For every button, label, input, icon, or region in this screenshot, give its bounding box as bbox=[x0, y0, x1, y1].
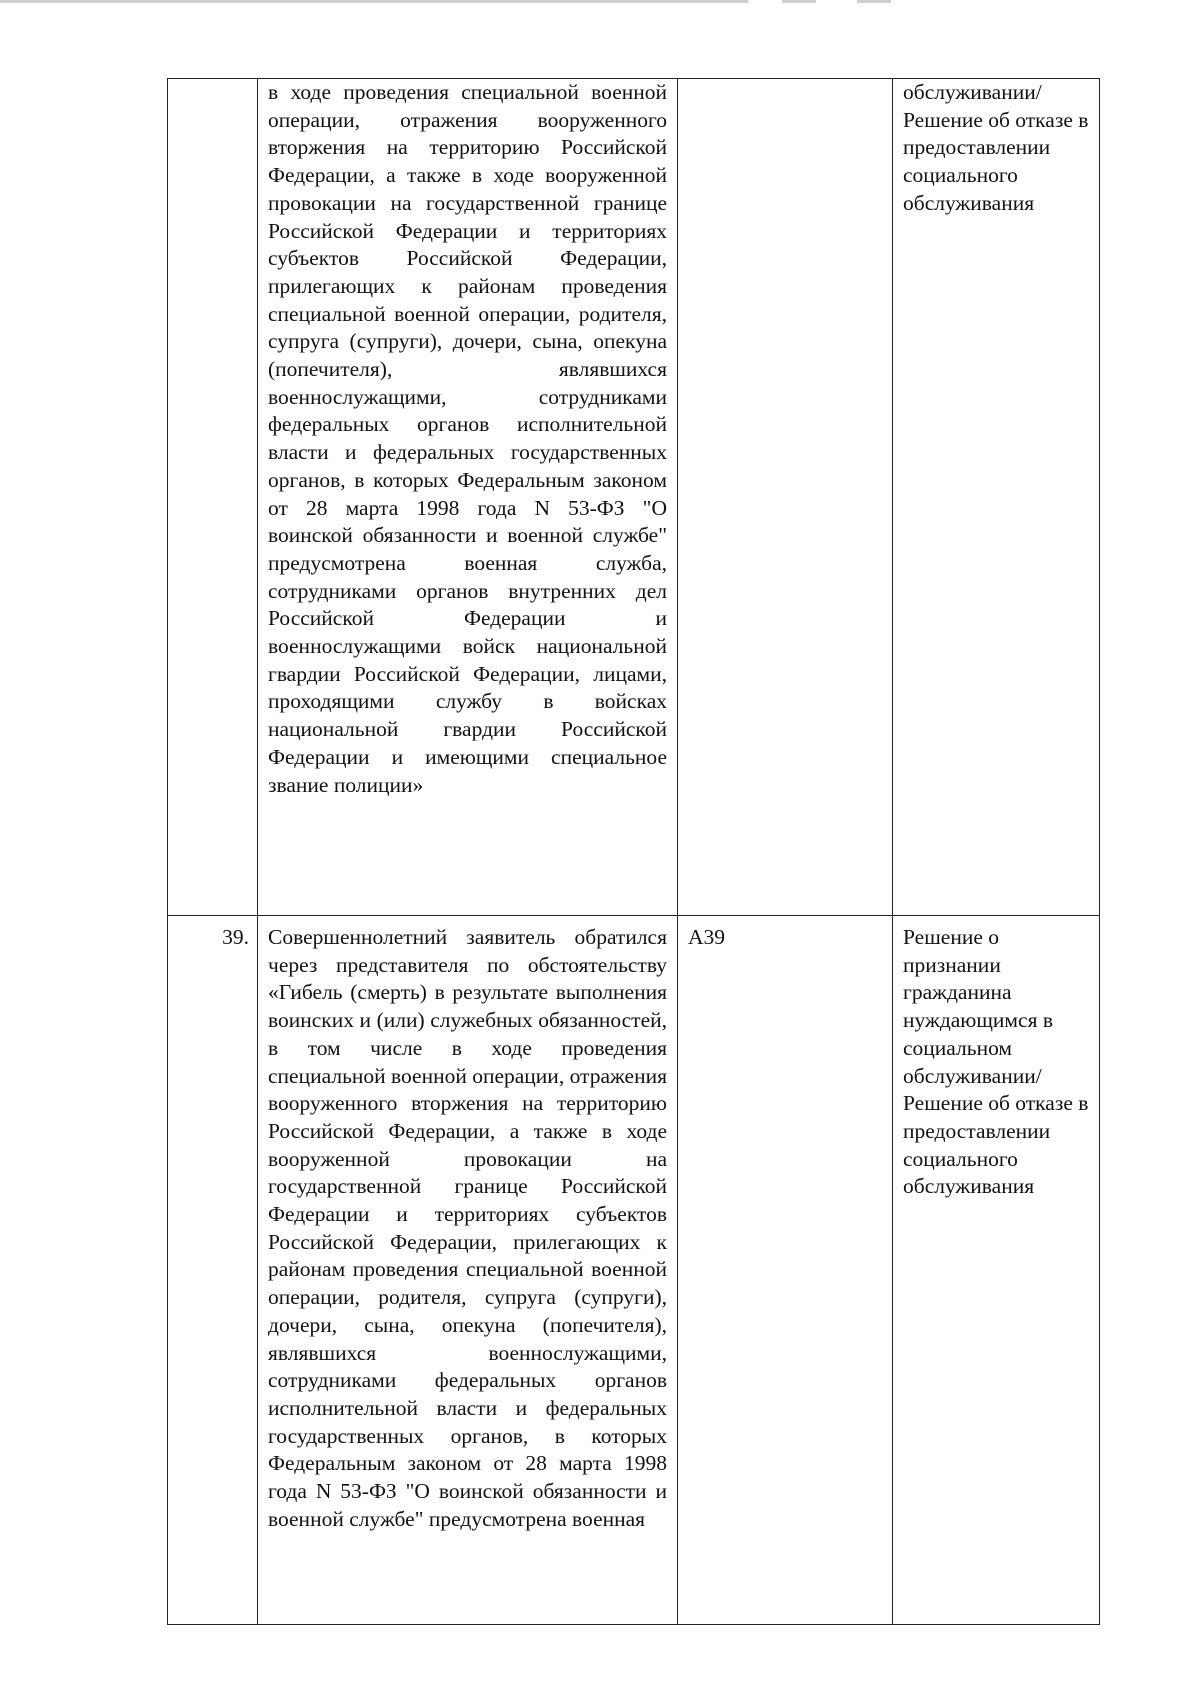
services-table bbox=[167, 78, 1100, 1625]
scan-edge-mid bbox=[782, 0, 816, 3]
row-description bbox=[258, 79, 678, 916]
row-number: 39. bbox=[168, 916, 258, 1625]
description-text: Совершеннолетний заявитель обратился через представителя по обстоятельству «Гибель (смерть) в результате выполнения воинских и (или) служебных обязанностей, в том числе в ходе проведения специальной военной операции, отражения вооруженного вторжения на территорию Российской Федерации, а также в ходе вооруженной провокации на государственной границе Российской Федерации и территориях субъектов Российской Федерации, прилегающих к районам проведения специальной военной операции, родителя, супруга (супруги), дочери, сына, опекуна (попечителя), являвшихся военнослужащими, сотрудниками федеральных органов исполнительной власти и федеральных государственных органов, в которых Федеральным законом от 28 марта 1998 года N 53-ФЗ "О воинской обязанности и военной службе" предусмотрена военная bbox=[268, 925, 667, 1531]
row-code: А39 bbox=[678, 916, 893, 1625]
row-code bbox=[678, 79, 893, 916]
row-number bbox=[168, 79, 258, 916]
table-row bbox=[168, 79, 1100, 916]
row-result bbox=[893, 916, 1100, 1625]
row-description bbox=[258, 916, 678, 1625]
scan-edge-right bbox=[857, 0, 891, 3]
result-text: Решение о признании гражданина нуждающимся в социальном обслуживании/ Решение об отказе в предоставлении социального обслуживания bbox=[903, 925, 1089, 1199]
row-result bbox=[893, 79, 1100, 916]
table-row bbox=[168, 916, 1100, 1625]
result-text: обслуживании/ Решение об отказе в предоставлении социального обслуживания bbox=[903, 80, 1089, 215]
scan-edge-left bbox=[0, 0, 748, 3]
description-text: в ходе проведения специальной военной операции, отражения вооруженного вторжения на территорию Российской Федерации, а также в ходе вооруженной провокации на государственной границе Российской Федерации и территориях субъектов Российской Федерации, прилегающих к районам проведения специальной военной операции, родителя, супруга (супруги), дочери, сына, опекуна (попечителя), являвшихся военнослужащими, сотрудниками федеральных органов исполнительной власти и федеральных государственных органов, в которых Федеральным законом от 28 марта 1998 года N 53-ФЗ "О воинской обязанности и военной службе" предусмотрена военная служба, сотрудниками органов внутренних дел Российской Федерации и военнослужащими войск национальной гвардии Российской Федерации, лицами, проходящими службу в войсках национальной гвардии Российской Федерации и имеющими специальное звание полиции» bbox=[268, 80, 667, 797]
